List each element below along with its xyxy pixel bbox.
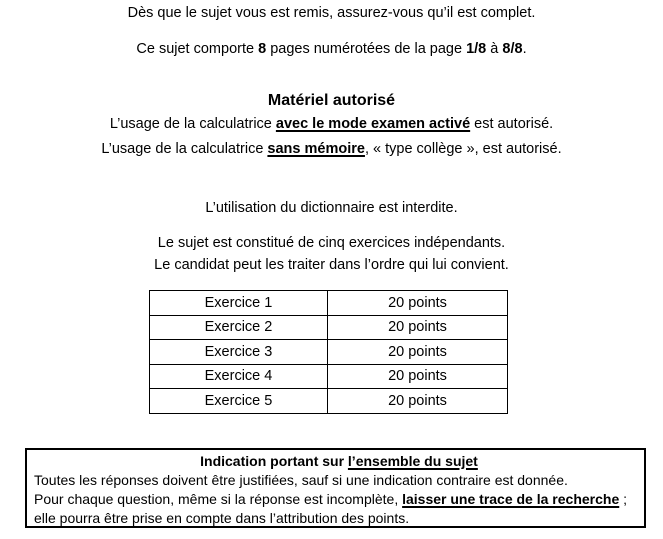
materiel-heading: Matériel autorisé: [267, 92, 396, 109]
calculator-rule-2: [0, 140, 663, 158]
completeness-instruction: Dès que le sujet vous est remis, assurez-vous qu’il est complet.: [127, 5, 536, 21]
exercise-points: 20 points: [328, 364, 508, 389]
calculator-rule-text: L’usage de la calculatrice: [109, 116, 276, 132]
structure-line-2: Le candidat peut les traiter dans l’ordre qui lui convient.: [154, 257, 509, 273]
table-row: [150, 315, 508, 340]
calculator-rule-text: est autorisé.: [470, 116, 554, 132]
exercise-points: 20 points: [328, 291, 508, 316]
indication-title: [34, 451, 644, 471]
page-count-text: à: [486, 41, 503, 57]
indication-emphasis: laisser une trace de la recherche: [402, 491, 620, 507]
indication-title-emphasis: l’ensemble du sujet: [347, 453, 478, 469]
calculator-rule-text: , « type collège », est autorisé.: [364, 141, 562, 157]
indication-line-2: [34, 490, 644, 509]
exercise-points: 20 points: [328, 389, 508, 414]
page-count-text: .: [522, 41, 527, 57]
first-page-value: 1/8: [466, 41, 487, 57]
exercise-points: 20 points: [328, 315, 508, 340]
indication-line-3: elle pourra être prise en compte dans l’attribution des points.: [34, 510, 410, 526]
table-row: [150, 364, 508, 389]
exercise-name: Exercice 3: [150, 340, 328, 365]
table-row: [150, 291, 508, 316]
page-count-text: pages numérotées de la page: [266, 41, 467, 57]
indication-text: Pour chaque question, même si la réponse est incomplète,: [34, 491, 403, 507]
last-page-value: 8/8: [502, 41, 523, 57]
indication-text: ;: [619, 491, 628, 507]
exercise-name: Exercice 4: [150, 364, 328, 389]
indication-title-text: Indication portant sur: [200, 453, 348, 469]
calculator-rule-emphasis: avec le mode examen activé: [275, 116, 471, 132]
exercise-name: Exercice 5: [150, 389, 328, 414]
exercise-name: Exercice 1: [150, 291, 328, 316]
page-count-value: 8: [258, 41, 267, 57]
page-count-statement: [0, 40, 663, 58]
exercise-points: 20 points: [328, 340, 508, 365]
dictionary-rule: L’utilisation du dictionnaire est interdite.: [205, 200, 458, 216]
indication-box: [25, 448, 646, 528]
exercise-name: Exercice 2: [150, 315, 328, 340]
calculator-rule-text: L’usage de la calculatrice: [101, 141, 268, 157]
structure-line-1: Le sujet est constitué de cinq exercices indépendants.: [157, 235, 506, 251]
table-row: [150, 340, 508, 365]
calculator-rule-1: [0, 115, 663, 133]
calculator-rule-emphasis: sans mémoire: [267, 141, 365, 157]
page-count-text: Ce sujet comporte: [136, 41, 259, 57]
exercises-table: [149, 290, 508, 414]
indication-line-1: Toutes les réponses doivent être justifiées, sauf si une indication contraire est donnée.: [34, 472, 568, 488]
table-row: [150, 389, 508, 414]
